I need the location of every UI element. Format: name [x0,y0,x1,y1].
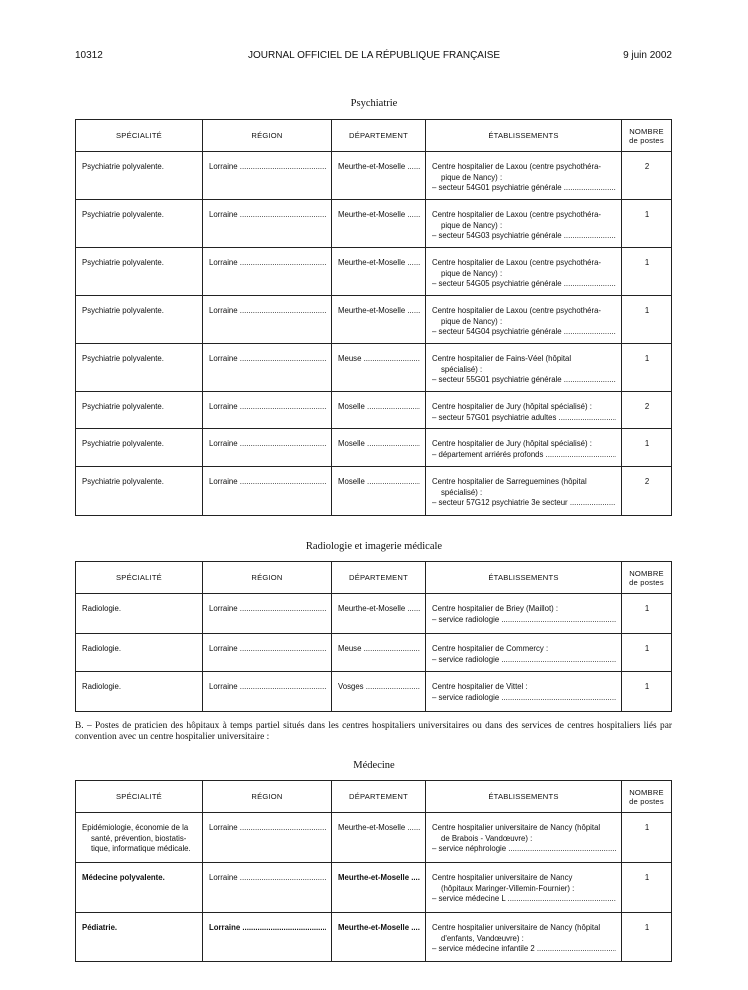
cell-region [203,392,332,429]
etablissement-line: pique de Nancy) : [441,268,503,278]
table-row [76,429,672,467]
page-header [0,50,748,64]
section-title-psychiatrie: Psychiatrie [350,98,398,109]
cell-specialite [76,634,203,672]
specialite-text: Psychiatrie polyvalente. [82,354,164,363]
etablissement-line: Centre hospitalier de Laxou (centre psychothéra- [432,162,602,171]
specialite-text: Psychiatrie polyvalente. [82,258,164,267]
region-text: Lorraine ..... [209,823,326,834]
cell-nombre: 1 [622,296,672,344]
col-departement: DÉPARTEMENT [332,562,426,594]
cell-region [203,913,332,962]
col-nombre: NOMBRE de postes [622,781,672,813]
etablissement-line: Centre hospitalier de Fains-Véel (hôpital [432,354,572,363]
etablissement-line: Centre hospitalier de Commercy : [432,644,549,653]
table-row [76,467,672,516]
col-specialite: SPÉCIALITÉ [76,781,203,813]
etablissement-service: – service médecine L ..... [432,894,616,905]
table-header-row [76,781,672,813]
cell-departement [332,467,426,516]
cell-departement [332,863,426,913]
table-row [76,152,672,200]
departement-text: Meurthe-et-Moselle ..... [338,162,420,173]
etablissement-service: – secteur 55G01 psychiatrie générale ..... [432,375,616,386]
cell-nombre: 1 [622,344,672,392]
cell-departement [332,429,426,467]
section-title-radiologie: Radiologie et imagerie médicale [305,541,443,552]
cell-region [203,813,332,863]
cell-region [203,594,332,634]
journal-title: JOURNAL OFFICIEL DE LA RÉPUBLIQUE FRANÇAISE [248,50,501,61]
region-text: Lorraine ..... [209,644,326,655]
cell-departement [332,634,426,672]
col-etablissements: ÉTABLISSEMENTS [426,562,622,594]
departement-text: Vosges ..... [338,682,420,693]
departement-text: Meurthe-et-Moselle ..... [338,604,420,615]
departement-text: Meurthe-et-Moselle ..... [338,823,420,834]
specialite-text: Psychiatrie polyvalente. [82,162,164,171]
table-header-row [76,562,672,594]
specialite-text: Radiologie. [82,604,122,613]
cell-nombre: 2 [622,392,672,429]
departement-text: Meurthe-et-Moselle ..... [338,258,420,269]
cell-etablissement [426,248,622,296]
cell-etablissement [426,634,622,672]
col-region: RÉGION [203,781,332,813]
etablissement-service: – secteur 57G01 psychiatrie adultes ..... [432,413,616,424]
cell-region [203,152,332,200]
departement-text: Meurthe-et-Moselle ..... [338,306,420,317]
cell-etablissement [426,429,622,467]
region-text: Lorraine ..... [209,402,326,413]
col-specialite: SPÉCIALITÉ [76,120,203,152]
departement-text: Meurthe-et-Moselle ..... [338,873,420,884]
table-row [76,344,672,392]
etablissement-line: spécialisé) : [441,364,483,374]
etablissement-service: – service médecine infantile 2 ..... [432,944,616,955]
cell-departement [332,248,426,296]
cell-region [203,200,332,248]
etablissement-line: Centre hospitalier universitaire de Nancy [432,873,573,882]
region-text: Lorraine ..... [209,477,326,488]
table-header-row [76,120,672,152]
cell-nombre: 1 [622,594,672,634]
cell-nombre: 1 [622,200,672,248]
cell-departement [332,344,426,392]
cell-etablissement [426,200,622,248]
specialite-text: santé, prévention, biostatis- [91,833,187,843]
table-row [76,594,672,634]
departement-text: Meurthe-et-Moselle ..... [338,923,420,934]
cell-etablissement [426,467,622,516]
region-text: Lorraine ..... [209,604,326,615]
cell-region [203,429,332,467]
region-text: Lorraine ..... [209,439,326,450]
cell-specialite [76,392,203,429]
cell-specialite [76,296,203,344]
departement-text: Moselle ..... [338,439,420,450]
cell-nombre: 1 [622,813,672,863]
specialite-text: Médecine polyvalente. [82,873,165,882]
cell-departement [332,672,426,712]
cell-departement [332,152,426,200]
table-row [76,248,672,296]
table-row [76,392,672,429]
cell-departement [332,594,426,634]
cell-specialite [76,467,203,516]
cell-nombre: 1 [622,863,672,913]
etablissement-line: (hôpitaux Maringer-Villemin-Fournier) : [441,883,575,893]
section-title-medecine: Médecine [353,760,395,771]
specialite-text: Psychiatrie polyvalente. [82,402,164,411]
cell-nombre: 1 [622,429,672,467]
etablissement-line: Centre hospitalier de Vittel : [432,682,528,691]
paragraph-b: B. – Postes de praticien des hôpitaux à temps partiel situés dans les centres hospitaliers universitaires ou dans des services de centres hospitaliers liés par convention avec un centre hospitalier universitaire : [75,721,672,742]
cell-departement [332,913,426,962]
cell-etablissement [426,344,622,392]
cell-specialite [76,344,203,392]
cell-departement [332,392,426,429]
specialite-text: Psychiatrie polyvalente. [82,477,164,486]
etablissement-service: – secteur 54G04 psychiatrie générale ..... [432,327,616,338]
etablissement-line: de Brabois - Vandœuvre) : [441,833,533,843]
col-region: RÉGION [203,562,332,594]
cell-region [203,344,332,392]
etablissement-line: Centre hospitalier de Jury (hôpital spécialisé) : [432,402,592,411]
col-etablissements: ÉTABLISSEMENTS [426,120,622,152]
region-text: Lorraine ..... [209,306,326,317]
etablissement-line: spécialisé) : [441,487,483,497]
table-radiologie [75,561,672,712]
table-row [76,863,672,913]
cell-specialite [76,672,203,712]
cell-region [203,296,332,344]
col-departement: DÉPARTEMENT [332,781,426,813]
etablissement-line: Centre hospitalier universitaire de Nancy (hôpital [432,923,601,932]
etablissement-service: – secteur 54G03 psychiatrie générale ..... [432,231,616,242]
cell-etablissement [426,152,622,200]
cell-etablissement [426,392,622,429]
etablissement-line: pique de Nancy) : [441,172,503,182]
region-text: Lorraine ..... [209,258,326,269]
table-row [76,296,672,344]
etablissement-line: Centre hospitalier de Briey (Maillot) : [432,604,559,613]
etablissement-line: Centre hospitalier de Jury (hôpital spécialisé) : [432,439,592,448]
etablissement-service: – secteur 57G12 psychiatrie 3e secteur ..... [432,498,616,509]
region-text: Lorraine ..... [209,923,326,934]
cell-specialite [76,152,203,200]
cell-specialite [76,248,203,296]
departement-text: Moselle ..... [338,477,420,488]
table-row [76,913,672,962]
cell-departement [332,200,426,248]
publication-date: 9 juin 2002 [623,50,672,61]
cell-etablissement [426,296,622,344]
etablissement-service: – service radiologie ..... [432,615,616,626]
specialite-text: tique, informatique médicale. [91,844,191,853]
cell-region [203,672,332,712]
etablissement-line: pique de Nancy) : [441,316,503,326]
specialite-text: Radiologie. [82,682,122,691]
specialite-text: Psychiatrie polyvalente. [82,210,164,219]
cell-specialite [76,594,203,634]
etablissement-service: – service radiologie ..... [432,693,616,704]
etablissement-line: pique de Nancy) : [441,220,503,230]
cell-region [203,248,332,296]
col-region: RÉGION [203,120,332,152]
departement-text: Meurthe-et-Moselle ..... [338,210,420,221]
etablissement-line: d'enfants, Vandœuvre) : [441,933,524,943]
col-etablissements: ÉTABLISSEMENTS [426,781,622,813]
cell-specialite [76,863,203,913]
region-text: Lorraine ..... [209,210,326,221]
specialite-text: Radiologie. [82,644,122,653]
specialite-text: Epidémiologie, économie de la [82,823,189,832]
region-text: Lorraine ..... [209,682,326,693]
cell-specialite [76,913,203,962]
cell-nombre: 1 [622,634,672,672]
cell-etablissement [426,913,622,962]
etablissement-service: – service radiologie ..... [432,655,616,666]
col-nombre: NOMBRE de postes [622,120,672,152]
etablissement-service: – secteur 54G05 psychiatrie générale ..... [432,279,616,290]
etablissement-line: Centre hospitalier universitaire de Nancy (hôpital [432,823,601,832]
specialite-text: Psychiatrie polyvalente. [82,439,164,448]
table-medecine [75,780,672,962]
col-specialite: SPÉCIALITÉ [76,562,203,594]
table-row [76,813,672,863]
etablissement-service: – service néphrologie ..... [432,844,616,855]
cell-specialite [76,200,203,248]
cell-etablissement [426,813,622,863]
departement-text: Meuse ..... [338,644,420,655]
cell-nombre: 1 [622,672,672,712]
page-number: 10312 [75,50,103,61]
table-row [76,672,672,712]
table-row [76,634,672,672]
etablissement-line: Centre hospitalier de Laxou (centre psychothéra- [432,306,602,315]
cell-nombre: 2 [622,467,672,516]
cell-specialite [76,429,203,467]
cell-region [203,863,332,913]
cell-departement [332,296,426,344]
table-psychiatrie [75,119,672,516]
etablissement-line: Centre hospitalier de Laxou (centre psychothéra- [432,210,602,219]
etablissement-line: Centre hospitalier de Sarreguemines (hôpital [432,477,587,486]
cell-nombre: 1 [622,248,672,296]
region-text: Lorraine ..... [209,162,326,173]
region-text: Lorraine ..... [209,873,326,884]
etablissement-line: Centre hospitalier de Laxou (centre psychothéra- [432,258,602,267]
departement-text: Moselle ..... [338,402,420,413]
cell-region [203,467,332,516]
cell-specialite [76,813,203,863]
cell-etablissement [426,594,622,634]
region-text: Lorraine ..... [209,354,326,365]
specialite-text: Psychiatrie polyvalente. [82,306,164,315]
etablissement-service: – secteur 54G01 psychiatrie générale ..... [432,183,616,194]
cell-nombre: 2 [622,152,672,200]
table-row [76,200,672,248]
cell-nombre: 1 [622,913,672,962]
cell-etablissement [426,863,622,913]
col-departement: DÉPARTEMENT [332,120,426,152]
col-nombre: NOMBRE de postes [622,562,672,594]
departement-text: Meuse ..... [338,354,420,365]
cell-etablissement [426,672,622,712]
specialite-text: Pédiatrie. [82,923,118,932]
cell-departement [332,813,426,863]
cell-region [203,634,332,672]
etablissement-service: – département arriérés profonds ..... [432,450,616,461]
